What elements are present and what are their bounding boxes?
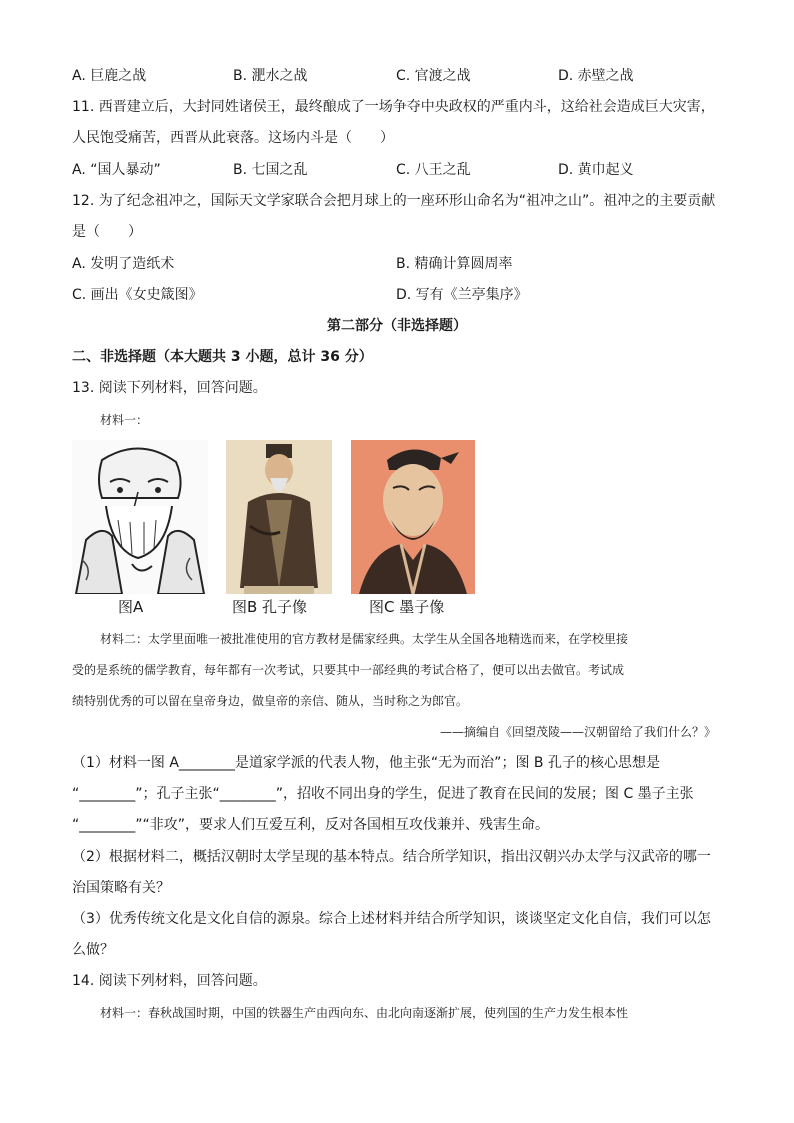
q13-sub2-line2: 治国策略有关？ xyxy=(72,880,170,896)
figure-b-caption: 图B 孔子像 xyxy=(232,598,308,616)
q13-sub1-line3: “________”“非攻”，要求人们互爱互利，反对各国相互攻伐兼并、残害生命。 xyxy=(72,817,550,833)
q10-option-d: D. 赤壁之战 xyxy=(558,68,634,84)
q12-stem-line1: 12. 为了纪念祖冲之，国际天文学家联合会把月球上的一座环形山命名为“祖冲之山”。祖冲之的主要贡献 xyxy=(72,193,716,209)
q11-stem-line2: 人民饱受痛苦，西晋从此衰落。这场内斗是（ ） xyxy=(72,130,394,146)
q13-sub1-line2: “________”；孔子主张“________”，招收不同出身的学生，促进了教育在民间的发展；图 C 墨子主张 xyxy=(72,786,694,802)
q11-stem-line1: 11. 西晋建立后，大封同姓诸侯王，最终酿成了一场争夺中央政权的严重内斗，这给社会造成巨大灾害， xyxy=(72,99,715,115)
q13-material2-line1: 材料二：太学里面唯一被批准使用的官方教材是儒家经典。太学生从全国各地精选而来，在学校里接 xyxy=(100,632,629,646)
section-heading: 二、非选择题（本大题共 3 小题，总计 36 分） xyxy=(72,349,373,365)
q13-material2-source: ——摘编自《回望茂陵——汉朝留给了我们什么？》 xyxy=(439,725,716,739)
q12-option-d: D. 写有《兰亭集序》 xyxy=(396,287,528,303)
figure-b-confucius-image xyxy=(226,440,332,594)
q12-option-b: B. 精确计算圆周率 xyxy=(396,256,513,272)
q13-sub3-line1: （3）优秀传统文化是文化自信的源泉。综合上述材料并结合所学知识，谈谈坚定文化自信，我们可以怎 xyxy=(72,911,711,927)
q12-option-c: C. 画出《女史箴图》 xyxy=(72,287,203,303)
figure-c-caption: 图C 墨子像 xyxy=(369,598,445,616)
q13-sub2-line1: （2）根据材料二，概括汉朝时太学呈现的基本特点。结合所学知识，指出汉朝兴办太学与汉武帝的哪一 xyxy=(72,849,711,865)
q10-option-c: C. 官渡之战 xyxy=(396,68,471,84)
q12-option-a: A. 发明了造纸术 xyxy=(72,256,175,272)
q14-material1-line1: 材料一：春秋战国时期，中国的铁器生产由西向东、由北向南逐渐扩展，使列国的生产力发生根本性 xyxy=(100,1006,629,1020)
figure-a-laozi-image xyxy=(72,440,208,594)
q12-stem-line2: 是（ ） xyxy=(72,224,142,240)
q13-sub1-line1: （1）材料一图 A________是道家学派的代表人物，他主张“无为而治”；图 B 孔子的核心思想是 xyxy=(72,755,660,771)
figure-a-caption: 图A xyxy=(118,598,144,616)
part2-title: 第二部分（非选择题） xyxy=(327,318,467,334)
q13-material2-line3: 绩特别优秀的可以留在皇帝身边，做皇帝的亲信、随从，当时称之为郎官。 xyxy=(72,694,469,708)
q10-option-a: A. 巨鹿之战 xyxy=(72,68,147,84)
q11-option-c: C. 八王之乱 xyxy=(396,162,471,178)
q11-option-a: A. “国人暴动” xyxy=(72,162,161,178)
q10-option-b: B. 淝水之战 xyxy=(233,68,308,84)
figure-c-mozi-image xyxy=(351,440,475,594)
q11-option-b: B. 七国之乱 xyxy=(233,162,308,178)
q14-stem: 14. 阅读下列材料，回答问题。 xyxy=(72,973,267,989)
q11-option-d: D. 黄巾起义 xyxy=(558,162,634,178)
q13-stem: 13. 阅读下列材料，回答问题。 xyxy=(72,380,267,396)
q13-material1-label: 材料一： xyxy=(100,413,149,427)
q13-sub3-line2: 么做？ xyxy=(72,942,114,958)
q13-material2-line2: 受的是系统的儒学教育，每年都有一次考试，只要其中一部经典的考试合格了，便可以出去做官。考试成 xyxy=(72,663,625,677)
